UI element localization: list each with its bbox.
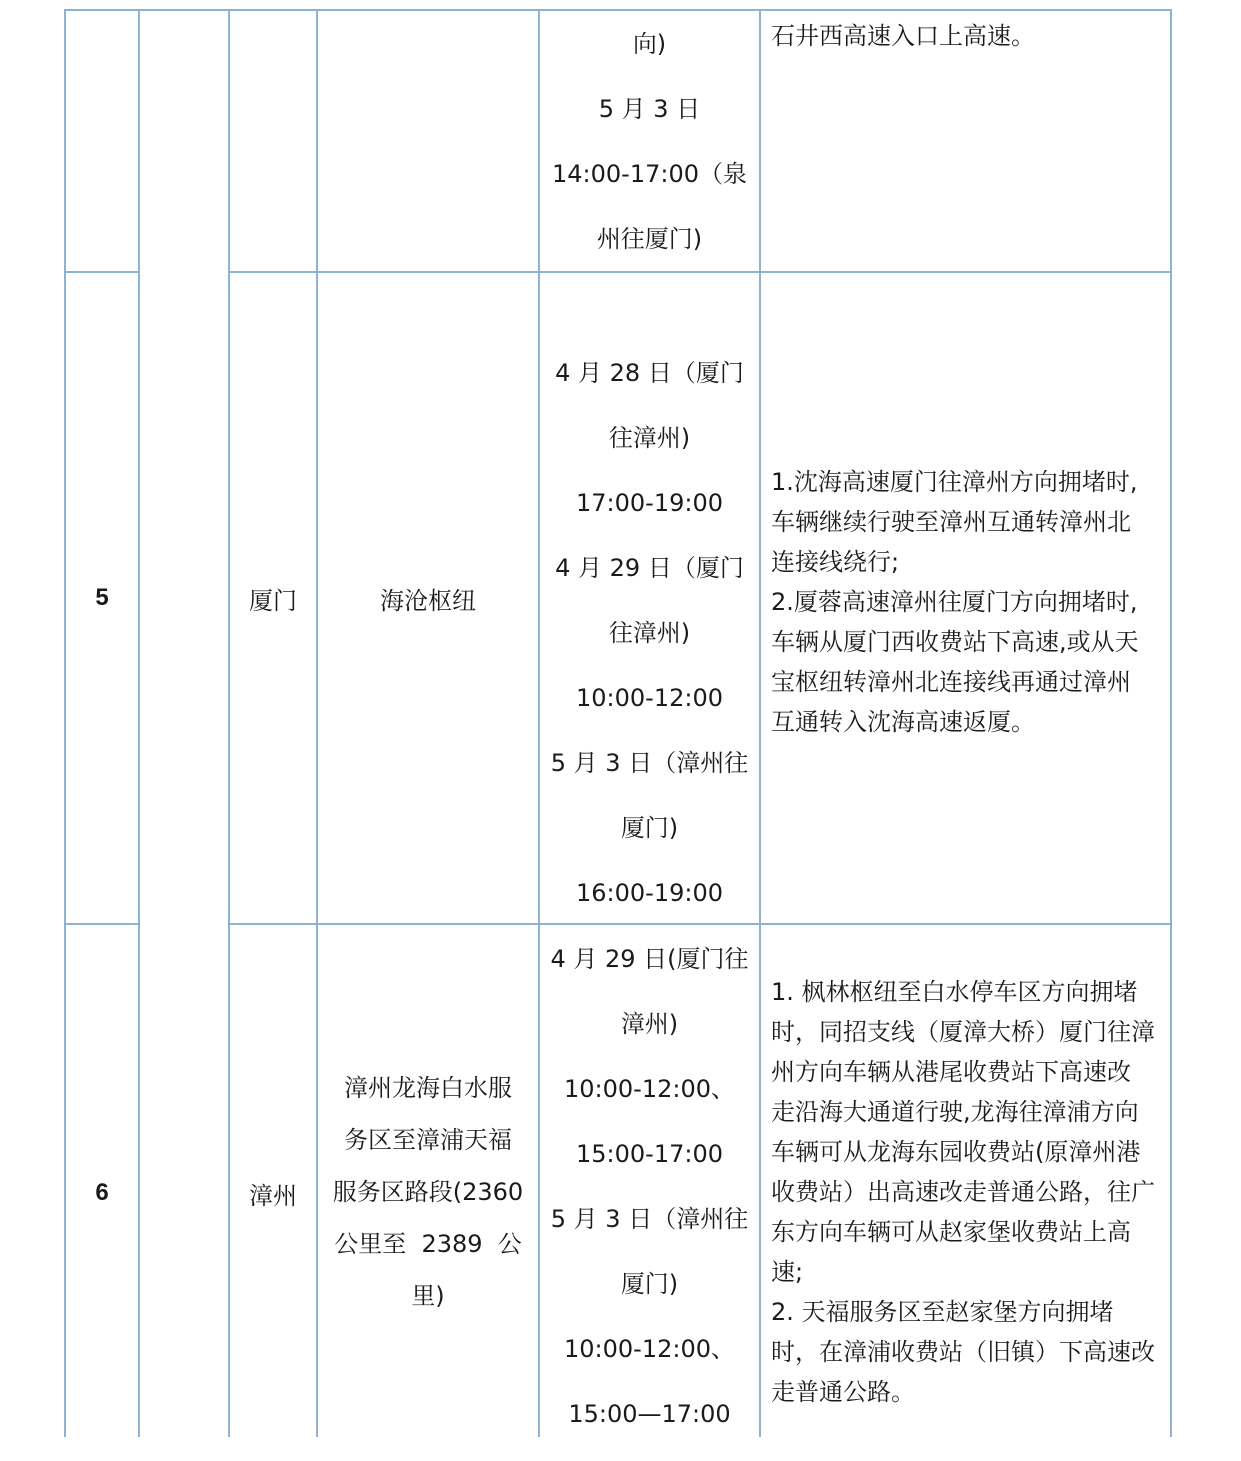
note-line: 石井西高速入口上高速。 xyxy=(771,22,1035,50)
note-line: 东方向车辆可从赵家堡收费站上高 xyxy=(771,1218,1131,1246)
time-line: 往漳州) xyxy=(608,619,691,647)
note-line: 宝枢纽转漳州北连接线再通过漳州 xyxy=(771,668,1131,696)
time-line: 16:00-19:00 xyxy=(576,879,723,907)
time-line: 往漳州) xyxy=(608,424,691,452)
note-line: 2.厦蓉高速漳州往厦门方向拥堵时, xyxy=(771,588,1138,616)
note-line: 收费站）出高速改走普通公路，往广 xyxy=(771,1178,1155,1206)
time-line: 14:00-17:00（泉 xyxy=(552,160,747,188)
note-line: 速; xyxy=(771,1258,804,1286)
city-cell: 漳州 xyxy=(249,1181,297,1210)
table-row xyxy=(540,12,759,272)
note-line: 车辆从厦门西收费站下高速,或从天 xyxy=(771,628,1139,656)
note-line: 走沿海大通道行驶,龙海往漳浦方向 xyxy=(771,1098,1139,1126)
location-line: 漳州龙海白水服 xyxy=(344,1074,512,1102)
time-line: 向) xyxy=(632,30,667,58)
time-line: 漳州) xyxy=(620,1010,679,1038)
note-line: 车辆可从龙海东园收费站(原漳州港 xyxy=(771,1138,1141,1166)
time-line: 10:00-12:00、 xyxy=(564,1075,735,1103)
note-line: 车辆继续行驶至漳州互通转漳州北 xyxy=(771,508,1131,536)
col-border xyxy=(759,10,761,1437)
diversion-note xyxy=(771,972,1166,1412)
note-line: 连接线绕行; xyxy=(771,548,900,576)
note-line: 互通转入沈海高速返厦。 xyxy=(771,708,1035,736)
note-line: 1. 枫林枢纽至白水停车区方向拥堵 xyxy=(771,978,1138,1006)
location-line: 服务区路段(2360 xyxy=(332,1178,524,1206)
time-line: 10:00-12:00、 xyxy=(564,1335,735,1363)
location-cell: 海沧枢纽 xyxy=(380,586,476,615)
col-border xyxy=(138,10,140,1437)
note-line: 2. 天福服务区至赵家堡方向拥堵 xyxy=(771,1298,1114,1326)
time-line: 厦门) xyxy=(620,814,679,842)
time-cell xyxy=(540,927,759,1447)
time-line: 10:00-12:00 xyxy=(576,684,723,712)
time-line: 4 月 29 日（厦门 xyxy=(555,554,744,582)
row-index: 5 xyxy=(95,584,109,611)
diversion-note xyxy=(771,462,1166,742)
table-top-border xyxy=(64,9,1172,11)
note-line: 1.沈海高速厦门往漳州方向拥堵时, xyxy=(771,468,1138,496)
note-line: 时，同招支线（厦漳大桥）厦门往漳 xyxy=(771,1018,1155,1046)
row-index: 6 xyxy=(95,1179,109,1206)
note-line: 走普通公路。 xyxy=(771,1378,915,1406)
time-line: 17:00-19:00 xyxy=(576,489,723,517)
time-line: 5 月 3 日 xyxy=(598,95,701,123)
location-line: 公里至 2389 公 xyxy=(334,1230,522,1258)
time-line: 4 月 29 日(厦门往 xyxy=(550,945,749,973)
note-line: 时，在漳浦收费站（旧镇）下高速改 xyxy=(771,1338,1155,1366)
col-border xyxy=(1170,10,1172,1437)
time-cell xyxy=(540,341,759,926)
note-line: 州方向车辆从港尾收费站下高速改 xyxy=(771,1058,1131,1086)
time-line: 州往厦门) xyxy=(596,225,703,253)
location-line: 务区至漳浦天福 xyxy=(344,1126,512,1154)
time-line: 15:00—17:00 xyxy=(568,1400,731,1428)
time-line: 4 月 28 日（厦门 xyxy=(555,359,744,387)
location-line: 里) xyxy=(411,1282,445,1310)
diversion-note xyxy=(771,16,1166,56)
location-cell xyxy=(318,1062,538,1322)
time-line: 5 月 3 日（漳州往 xyxy=(550,1205,749,1233)
time-line: 5 月 3 日（漳州往 xyxy=(550,749,749,777)
city-cell: 厦门 xyxy=(249,586,297,615)
time-line: 15:00-17:00 xyxy=(576,1140,723,1168)
time-line: 厦门) xyxy=(620,1270,679,1298)
